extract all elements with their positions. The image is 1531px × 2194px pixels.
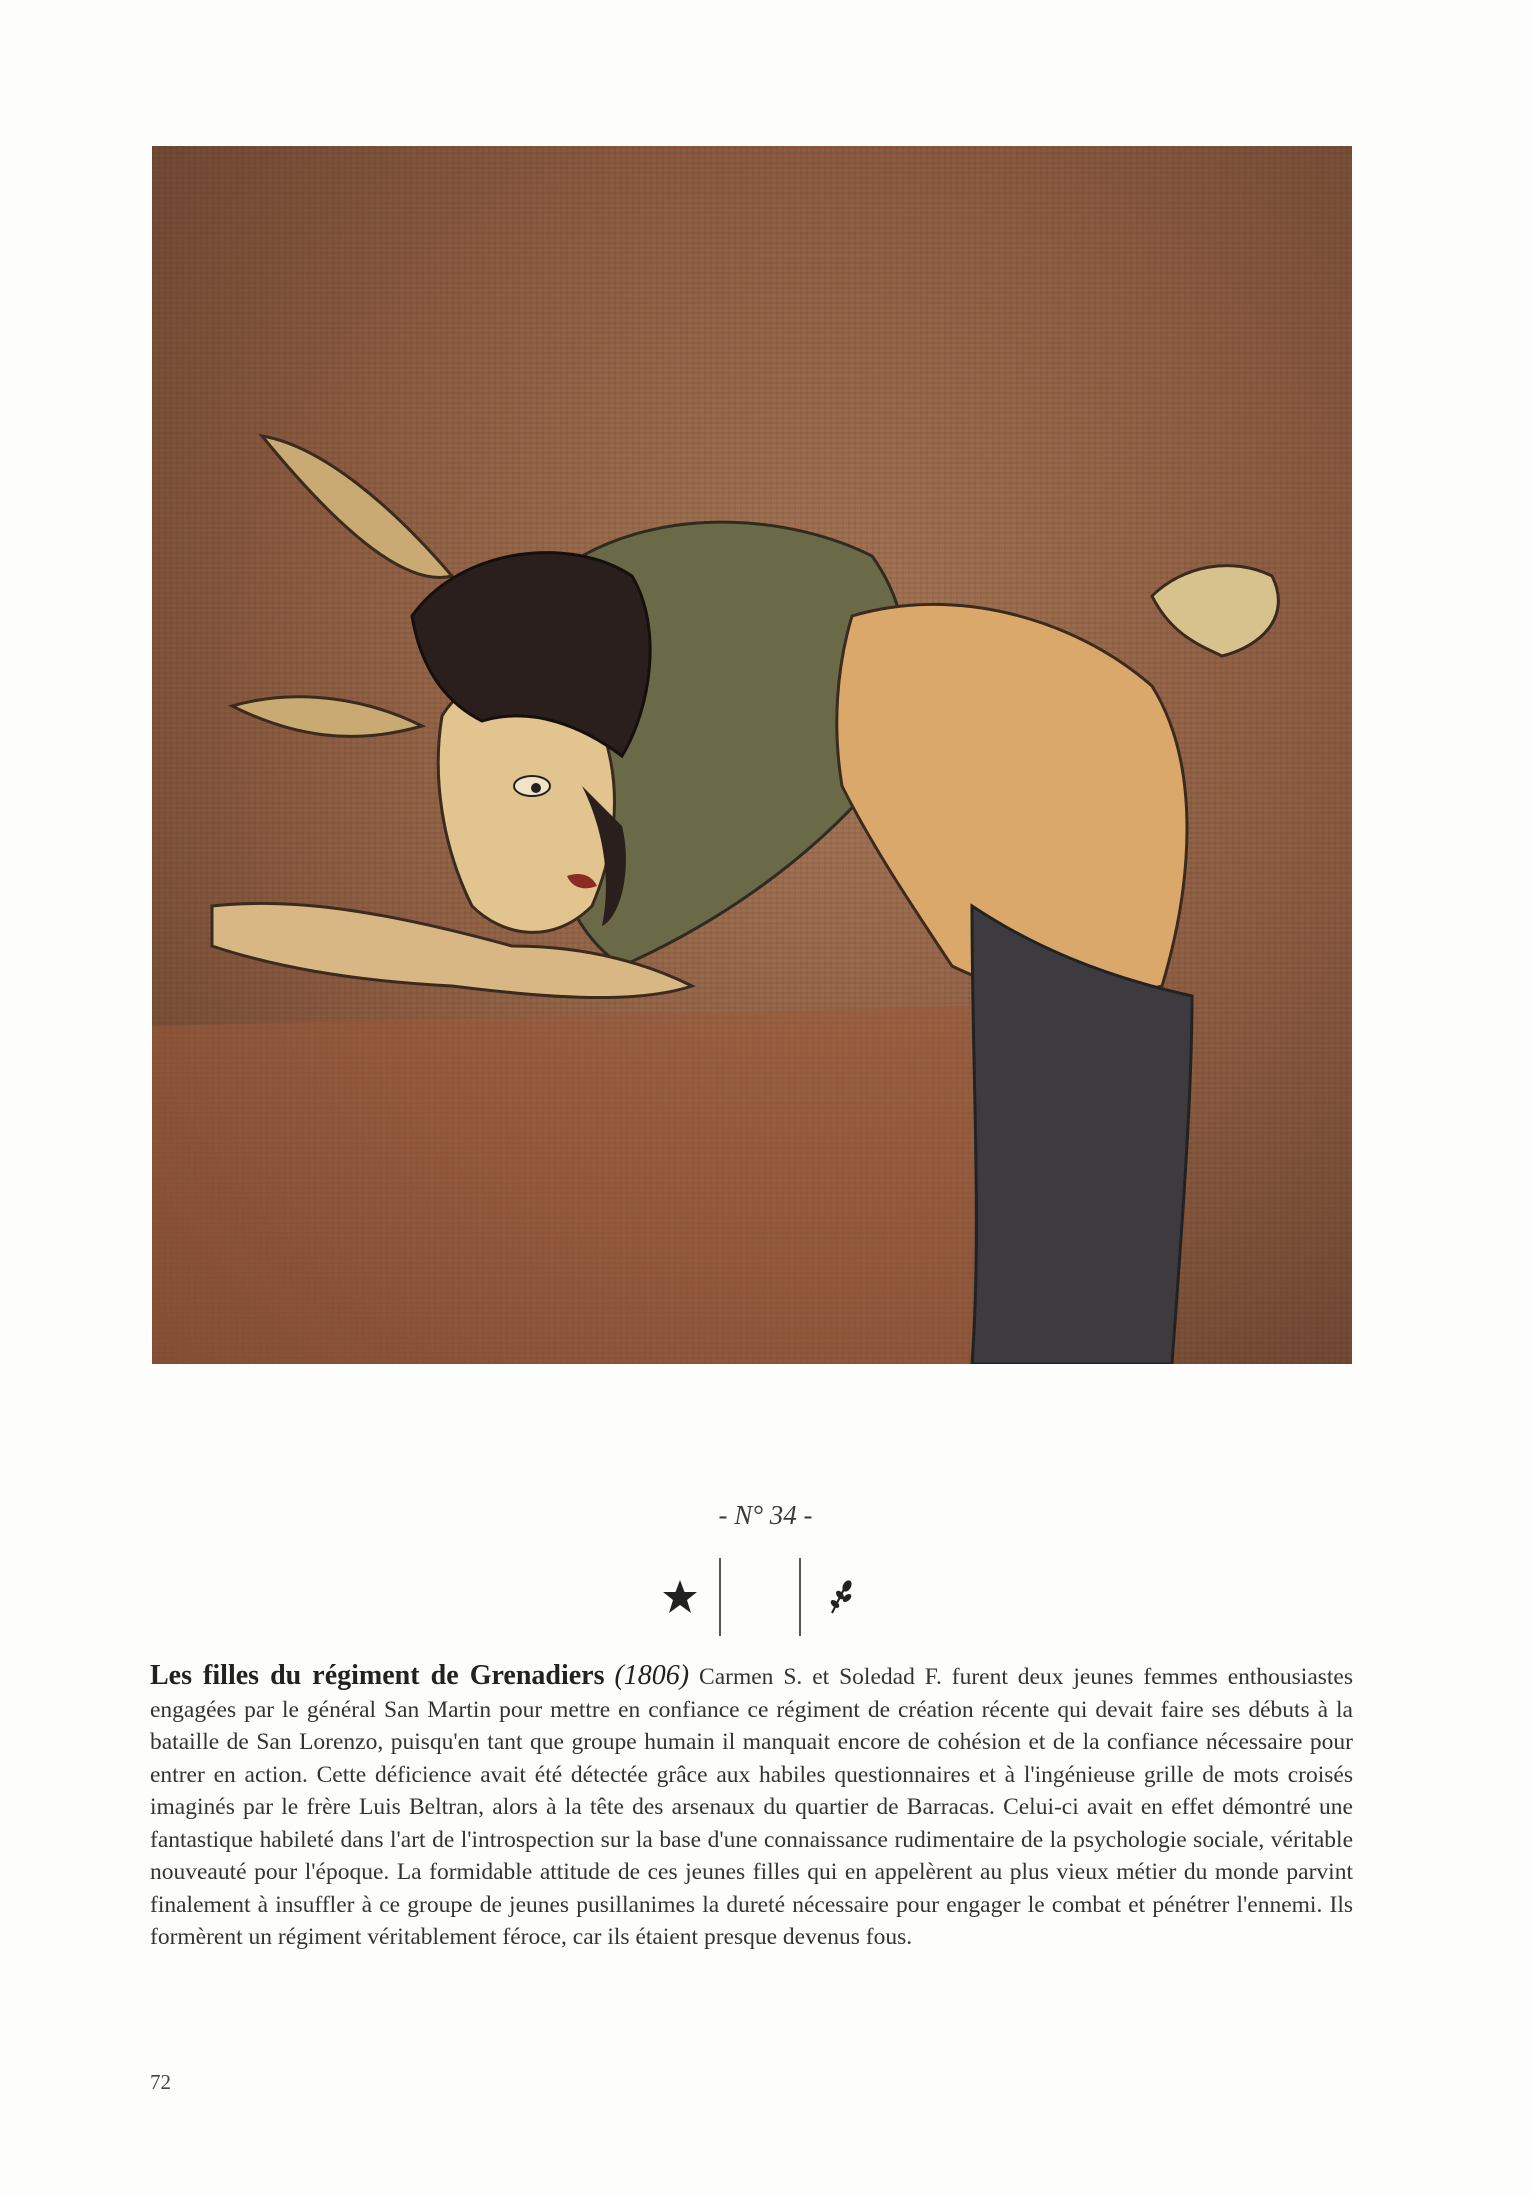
flower-sprig-icon — [809, 1566, 871, 1628]
crescent-moon-icon — [729, 1566, 791, 1628]
entry-title: Les filles du régiment de Grenadiers — [150, 1660, 605, 1691]
symbol-row — [640, 1556, 880, 1638]
table-surface — [152, 1006, 972, 1364]
entry-text — [150, 1660, 1353, 1954]
symbol-divider — [799, 1558, 801, 1636]
illustration-drawing — [152, 146, 1352, 1364]
tail — [1152, 566, 1278, 656]
entry-year: (1806) — [614, 1660, 690, 1691]
star-icon — [649, 1566, 711, 1628]
illustration — [152, 146, 1352, 1364]
ear-left — [262, 436, 452, 577]
pupil — [531, 783, 541, 793]
ear-lower — [232, 697, 422, 737]
entry-number: - N° 34 - — [718, 1500, 813, 1530]
page-number: 72 — [150, 2070, 171, 2094]
entry-body: Carmen S. et Soledad F. furent deux jeunes femmes enthousiastes engagées par le général San Martin pour mettre en confiance ce régiment de création récente qui devait faire ses débuts à la bataille de San Lorenzo, puisqu'en tant que groupe humain il manquait encore de cohésion et de la confiance nécessaire pour entrer en action. Cette déficience avait été détectée grâce aux habiles questionnaires et à l'ingénieuse grille de mots croisés imaginés par le frère Luis Beltran, alors à la tête des arsenaux du quartier de Barracas. Celui-ci avait en effet démontré une fantastique habileté dans l'art de l'introspection sur la base d'une connaissance rudimentaire de la psychologie sociale, véritable nouveauté pour l'époque. La formidable attitude de ces jeunes filles qui en appelèrent au plus vieux métier du monde parvint finalement à insuffler à ce groupe de jeunes pusillanimes la dureté nécessaire pour engager le combat et pénétrer l'ennemi. Ils formèrent un régiment véritablement féroce, car ils étaient presque devenus fous. — [150, 1664, 1354, 1950]
symbol-divider — [719, 1558, 721, 1636]
